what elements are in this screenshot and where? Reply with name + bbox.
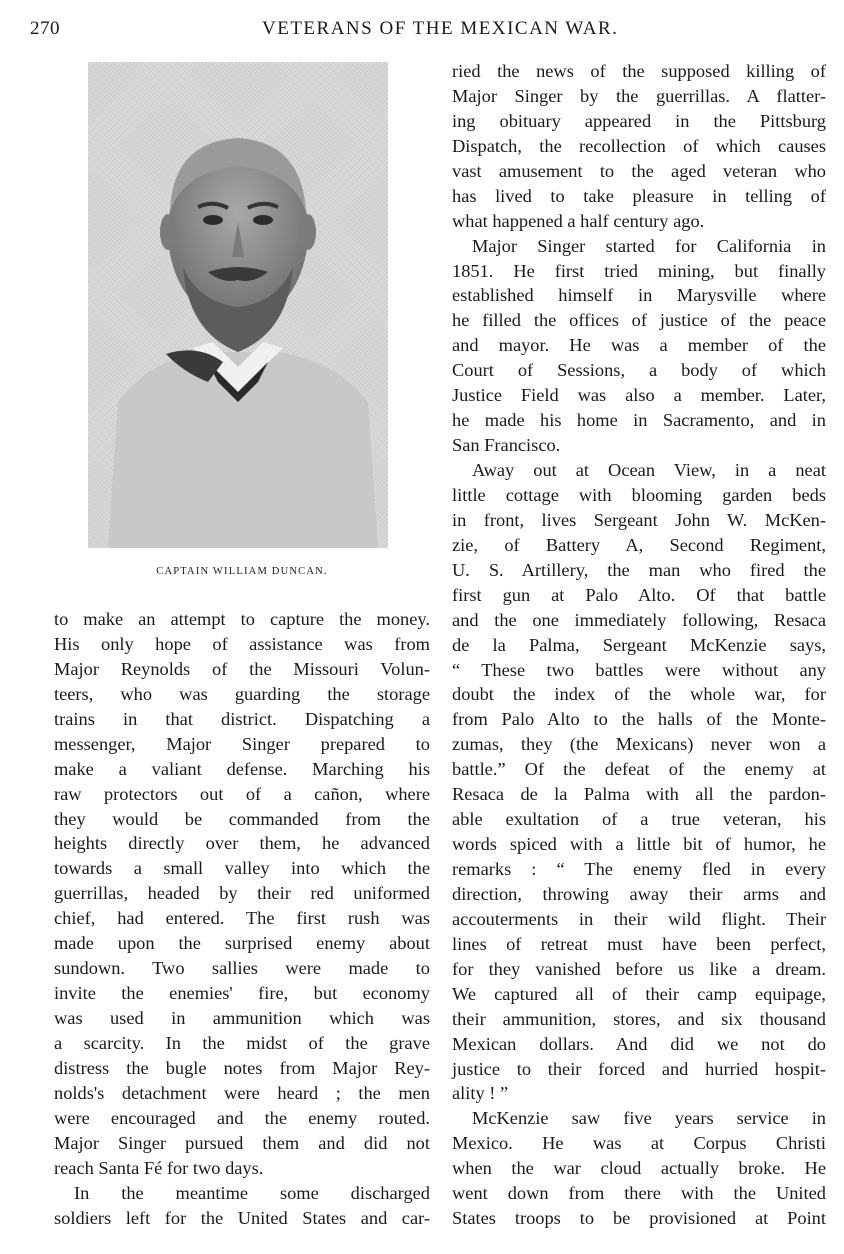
text-line: 1851. He first tried mining, but finally — [452, 260, 826, 281]
text-line: distress the bugle notes from Major Rey- — [54, 1057, 430, 1078]
text-line: battle.” Of the defeat of the enemy at — [452, 759, 826, 780]
text-line: Major Singer by the guerrillas. A flatter- — [452, 85, 826, 106]
portrait-illustration — [88, 62, 388, 548]
text-line: lines of retreat must have been perfect, — [452, 933, 826, 954]
text-line: messenger, Major Singer prepared to — [54, 733, 430, 754]
text-line: de la Palma, Sergeant McKenzie says, — [452, 634, 826, 655]
text-line: remarks : “ The enemy fled in every — [452, 859, 826, 879]
text-line: San Francisco. — [452, 435, 561, 456]
text-line: heights directly over them, he advanced — [54, 833, 430, 854]
text-line: has lived to take pleasure in telling of — [452, 185, 826, 206]
text-line: doubt the index of the whole war, for — [452, 684, 826, 705]
text-line: guerrillas, headed by their red uniformed — [54, 883, 430, 904]
text-line: ing obituary appeared in the Pittsburg — [452, 110, 826, 131]
text-line: Mexico. He was at Corpus Christi — [452, 1133, 826, 1154]
text-line: Major Singer started for California in — [472, 235, 826, 256]
text-line: nolds's detachment were heard ; the men — [54, 1082, 430, 1103]
text-line: what happened a half century ago. — [452, 210, 705, 231]
text-line: accouterments in their wild flight. Their — [452, 908, 826, 929]
page-number: 270 — [30, 18, 60, 39]
text-line: Justice Field was also a member. Later, — [452, 385, 826, 406]
text-line: Major Singer pursued them and did not — [54, 1132, 430, 1153]
running-head: VETERANS OF THE MEXICAN WAR. — [262, 18, 619, 39]
text-line: We captured all of their camp equipage, — [452, 983, 826, 1004]
text-line: zie, of Battery A, Second Regiment, — [452, 534, 826, 555]
text-line: raw protectors out of a cañon, where — [54, 783, 430, 804]
text-line: he made his home in Sacramento, and in — [452, 410, 826, 431]
text-line: Dispatch, the recollection of which causes — [452, 135, 826, 156]
text-line: U. S. Artillery, the man who fired the — [452, 559, 826, 580]
text-line: make a valiant defense. Marching his — [54, 758, 430, 779]
portrait-photo — [88, 62, 388, 548]
text-line: were encouraged and the enemy routed. — [54, 1107, 430, 1128]
text-line: in front, lives Sergeant John W. McKen- — [452, 509, 826, 530]
text-line: In the meantime some discharged — [74, 1182, 430, 1203]
text-line: His only hope of assistance was from — [54, 633, 430, 654]
text-line: soldiers left for the United States and car- — [54, 1207, 430, 1228]
text-line: went down from there with the United — [452, 1183, 826, 1204]
text-line: first gun at Palo Alto. Of that battle — [452, 584, 826, 605]
text-line: words spiced with a little bit of humor, he — [452, 834, 826, 855]
text-line: from Palo Alto to the halls of the Monte- — [452, 709, 826, 730]
text-line: little cottage with blooming garden beds — [452, 484, 826, 505]
text-line: and mayor. He was a member of the — [452, 335, 826, 356]
text-line: “ These two battles were without any — [452, 659, 826, 680]
text-line: chief, had entered. The first rush was — [54, 908, 430, 929]
text-line: their ammunition, stores, and six thousand — [452, 1008, 826, 1029]
text-line: when the war cloud actually broke. He — [452, 1158, 826, 1179]
text-line: direction, throwing away their arms and — [452, 883, 826, 904]
text-line: able exultation of a true veteran, his — [452, 809, 826, 830]
text-line: Away out at Ocean View, in a neat — [472, 460, 826, 480]
text-line: reach Santa Fé for two days. — [54, 1157, 264, 1178]
text-line: a scarcity. In the midst of the grave — [54, 1032, 430, 1053]
text-line: McKenzie saw five years service in — [472, 1108, 826, 1129]
text-line: ried the news of the supposed killing of — [452, 61, 826, 81]
left-column — [54, 607, 430, 1230]
text-line: made upon the surprised enemy about — [54, 933, 430, 954]
text-line: they would be commanded from the — [54, 808, 430, 829]
text-line: trains in that district. Dispatching a — [54, 708, 430, 729]
text-line: Resaca de la Palma with all the pardon- — [452, 784, 826, 805]
text-line: Major Reynolds of the Missouri Volun- — [54, 658, 430, 679]
text-line: invite the enemies' fire, but economy — [54, 983, 430, 1004]
right-column — [452, 59, 826, 1231]
figure-caption: CAPTAIN WILLIAM DUNCAN. — [156, 566, 328, 577]
text-line: Court of Sessions, a body of which — [452, 360, 826, 381]
text-line: was used in ammunition which was — [54, 1008, 430, 1028]
text-line: justice to their forced and hurried hospit- — [452, 1058, 826, 1079]
text-line: to make an attempt to capture the money. — [54, 609, 430, 629]
text-line: States troops to be provisioned at Point — [452, 1208, 826, 1229]
text-line: Mexican dollars. And did we not do — [452, 1033, 826, 1054]
text-line: established himself in Marysville where — [452, 285, 826, 306]
text-line: sundown. Two sallies were made to — [54, 958, 430, 979]
text-line: towards a small valley into which the — [54, 858, 430, 879]
text-line: and the one immediately following, Resaca — [452, 609, 826, 630]
text-line: he filled the offices of justice of the peace — [452, 310, 826, 331]
text-line: for they vanished before us like a dream. — [452, 958, 826, 979]
text-line: zumas, they (the Mexicans) never won a — [452, 734, 826, 755]
text-line: teers, who was guarding the storage — [54, 683, 430, 704]
text-line: vast amusement to the aged veteran who — [452, 160, 826, 181]
text-line: ality ! ” — [452, 1083, 509, 1104]
